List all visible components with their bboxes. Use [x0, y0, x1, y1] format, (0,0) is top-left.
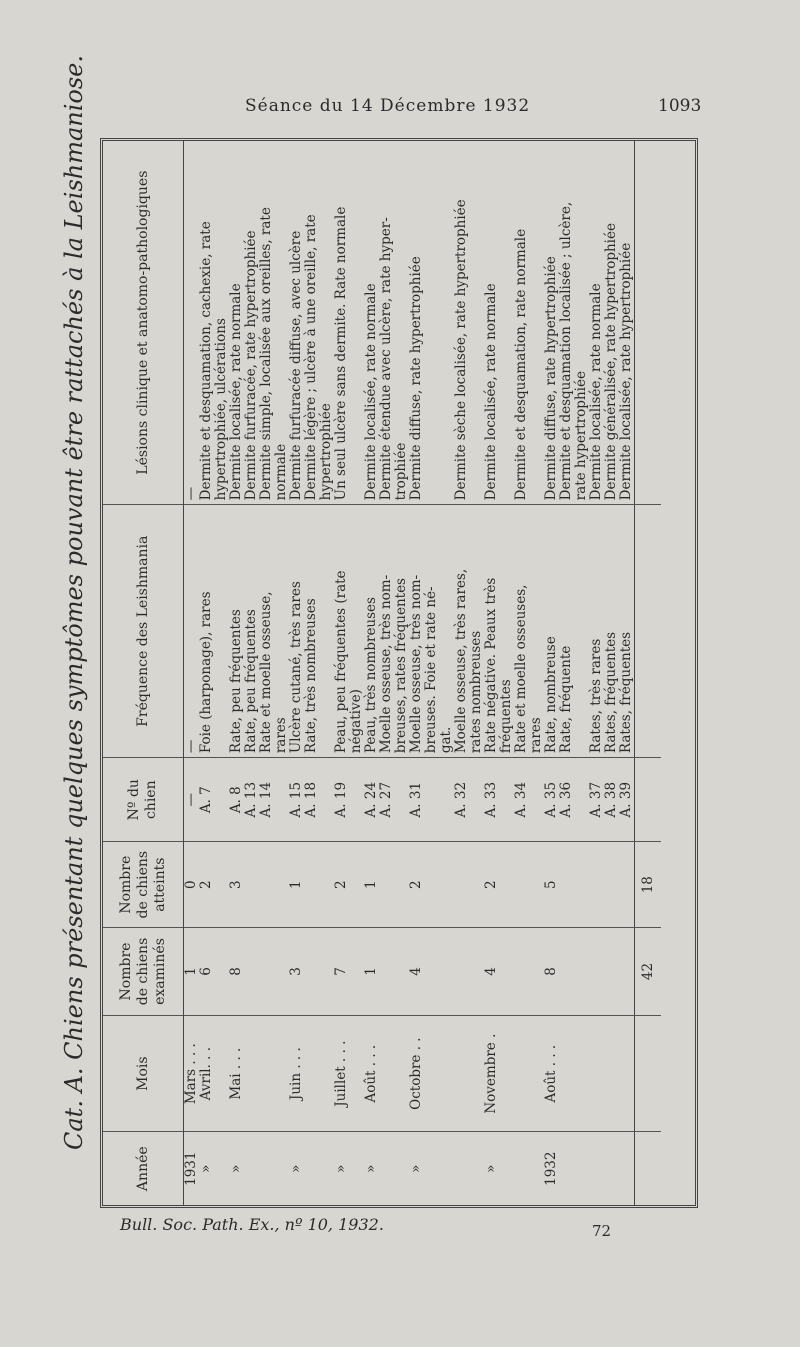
cell-atteints: 2 — [409, 842, 424, 928]
table-row — [454, 141, 469, 1205]
cell-frequence: Foie (harponage), rares — [199, 505, 214, 758]
page-number: 1093 — [658, 96, 702, 116]
cell-frequence: rares — [529, 505, 544, 758]
cell-atteints — [514, 842, 529, 928]
cell-numero: A. 7 — [199, 758, 214, 842]
table-row — [199, 141, 214, 1205]
leishmaniose-table — [103, 141, 661, 1205]
cell-mois — [619, 1015, 635, 1132]
cell-frequence: gat. — [439, 505, 454, 758]
citation: Bull. Soc. Path. Ex., nº 10, 1932. — [120, 1215, 384, 1234]
table-row — [544, 141, 559, 1205]
cell-mois: Août . . . — [544, 1015, 559, 1132]
cell-mois — [529, 1015, 544, 1132]
cell-atteints: 2 — [334, 842, 349, 928]
cell-frequence: Rate, peu fréquentes — [244, 505, 259, 758]
cell-mois — [214, 1015, 229, 1132]
cell-atteints — [559, 842, 574, 928]
cell-annee — [604, 1132, 619, 1205]
cell-lesions: Dermite et desquamation localisée ; ulcère, — [559, 141, 574, 505]
cell-examines — [619, 928, 635, 1016]
cell-examines — [379, 928, 394, 1016]
cell-annee: 1931 — [183, 1151, 199, 1186]
cell-annee — [259, 1132, 274, 1205]
cell-annee — [559, 1132, 574, 1205]
table-row — [424, 141, 439, 1205]
cell-frequence: Rates, très rares — [589, 505, 604, 758]
cell-atteints — [394, 842, 409, 928]
cell-atteints — [244, 842, 259, 928]
cell-examines — [214, 928, 229, 1016]
cell-atteints: 1 — [364, 842, 379, 928]
cell-examines: 4 — [484, 928, 499, 1016]
cell-examines — [589, 928, 604, 1016]
cell-frequence: Rate, peu fréquentes — [229, 505, 244, 758]
cell-annee — [424, 1132, 439, 1205]
cell-examines — [454, 928, 469, 1016]
table-row — [604, 141, 619, 1205]
cell-atteints: 2 — [199, 842, 214, 928]
cell-atteints — [619, 842, 635, 928]
cell-atteints — [499, 842, 514, 928]
cell-numero: A. 37 — [589, 758, 604, 842]
cell-mois — [469, 1015, 484, 1132]
cell-annee — [574, 1132, 589, 1205]
table-row — [289, 141, 304, 1205]
table-row — [319, 141, 334, 1205]
cell-lesions — [499, 141, 514, 505]
cell-atteints — [439, 842, 454, 928]
cell-lesions — [424, 141, 439, 505]
total-examined: 42 — [635, 928, 662, 1016]
cell-atteints: 3 — [229, 842, 244, 928]
cell-numero: A. 38 — [604, 758, 619, 842]
cell-frequence: Peau, peu fréquentes (rate — [334, 505, 349, 758]
cell-examines — [259, 928, 274, 1016]
cell-frequence: Rate, nombreuse — [544, 505, 559, 758]
col-examines: Nombre de chiens examinés — [103, 928, 184, 1016]
col-lesions: Lésions clinique et anatomo-pathologiques — [103, 141, 184, 505]
cell-examines: 8 — [544, 928, 559, 1016]
cell-examines: 3 — [289, 928, 304, 1016]
cell-mois — [604, 1015, 619, 1132]
signature-mark: 72 — [592, 1222, 612, 1240]
cell-numero: A. 35 — [544, 758, 559, 842]
cell-numero — [349, 758, 364, 842]
cell-atteints — [469, 842, 484, 928]
cell-annee: 1932 — [543, 1151, 559, 1186]
cell-frequence: rates nombreuses — [469, 505, 484, 758]
table-row — [184, 141, 200, 1205]
cell-atteints — [259, 842, 274, 928]
cell-atteints — [214, 842, 229, 928]
cell-atteints — [529, 842, 544, 928]
cell-frequence: Rates, fréquentes — [619, 505, 635, 758]
cell-mois — [304, 1015, 319, 1132]
table-row — [484, 141, 499, 1205]
table-row — [574, 141, 589, 1205]
cell-atteints — [574, 842, 589, 928]
cell-mois — [349, 1015, 364, 1132]
cell-numero: A. 27 — [379, 758, 394, 842]
cell-atteints — [604, 842, 619, 928]
table-title: Cat. A. Chiens présentant quelques symptômes pouvant être rattachés à la Leishmaniose. — [60, 54, 88, 1150]
running-header — [0, 96, 800, 126]
table-row — [619, 141, 635, 1205]
cell-atteints — [424, 842, 439, 928]
cell-examines — [529, 928, 544, 1016]
cell-lesions: Dermite simple, localisée aux oreilles, rate — [259, 141, 274, 505]
cell-frequence: fréquentes — [499, 505, 514, 758]
cell-examines — [424, 928, 439, 1016]
totals-row — [635, 141, 662, 1205]
cell-mois: Novembre . — [484, 1015, 499, 1132]
cell-examines — [574, 928, 589, 1016]
cell-mois — [454, 1015, 469, 1132]
cell-examines — [514, 928, 529, 1016]
cell-numero — [499, 758, 514, 842]
cell-lesions: Dermite diffuse, rate hypertrophiée — [409, 141, 424, 505]
rotated-table — [103, 141, 695, 1205]
header-title: Séance du 14 Décembre 1932 — [245, 96, 531, 116]
cell-lesions — [469, 141, 484, 505]
table-row — [409, 141, 424, 1205]
cell-annee — [319, 1132, 334, 1205]
table-row — [229, 141, 244, 1205]
cell-mois — [574, 1015, 589, 1132]
cell-atteints — [304, 842, 319, 928]
table-row — [214, 141, 229, 1205]
cell-lesions: Dermite furfuracée diffuse, avec ulcère — [289, 141, 304, 505]
cell-mois: Juillet . . . — [334, 1015, 349, 1132]
table-row — [394, 141, 409, 1205]
cell-lesions: Dermite étendue avec ulcère, rate hyper- — [379, 141, 394, 505]
cell-frequence: Moelle osseuse, très nom- — [409, 505, 424, 758]
cell-examines: 1 — [364, 928, 379, 1016]
cell-frequence: Rate et moelle osseuses, — [514, 505, 529, 758]
cell-lesions: Dermite localisée, rate hypertrophiée — [619, 141, 635, 505]
cell-numero: A. 19 — [334, 758, 349, 842]
table-row — [514, 141, 529, 1205]
cell-annee — [244, 1132, 259, 1205]
cell-lesions: Un seul ulcère sans dermite. Rate normale — [334, 141, 349, 505]
cell-numero: A. 14 — [259, 758, 274, 842]
table-row — [364, 141, 379, 1205]
cell-mois — [499, 1015, 514, 1132]
table-row — [244, 141, 259, 1205]
cell-atteints: 1 — [289, 842, 304, 928]
cell-mois — [259, 1015, 274, 1132]
cell-numero: A. 24 — [364, 758, 379, 842]
cell-frequence: Rates, fréquentes — [604, 505, 619, 758]
cell-lesions: Dermite généralisée, rate hypertrophiée — [604, 141, 619, 505]
cell-atteints — [349, 842, 364, 928]
cell-mois — [424, 1015, 439, 1132]
cell-atteints — [454, 842, 469, 928]
cell-lesions: hypertrophiée — [319, 141, 334, 505]
cell-annee — [439, 1132, 454, 1205]
cell-frequence: rares — [274, 505, 289, 758]
table-row — [589, 141, 604, 1205]
cell-numero — [574, 758, 589, 842]
table-row — [304, 141, 319, 1205]
cell-numero: A. 13 — [244, 758, 259, 842]
cell-frequence — [214, 505, 229, 758]
cell-mois — [394, 1015, 409, 1132]
cell-lesions: Dermite et desquamation, cachexie, rate — [199, 141, 214, 505]
cell-mois — [379, 1015, 394, 1132]
cell-examines — [559, 928, 574, 1016]
cell-examines — [319, 928, 334, 1016]
cell-numero: A. 18 — [304, 758, 319, 842]
cell-examines — [499, 928, 514, 1016]
cell-examines — [439, 928, 454, 1016]
cell-frequence — [319, 505, 334, 758]
cell-frequence: négative) — [349, 505, 364, 758]
cell-frequence — [574, 505, 589, 758]
table-row — [259, 141, 274, 1205]
cell-numero: A. 34 — [514, 758, 529, 842]
cell-mois: Avril. . . — [199, 1015, 214, 1132]
cell-annee: » — [483, 1164, 499, 1173]
cell-lesions — [349, 141, 364, 505]
cell-numero: A. 31 — [409, 758, 424, 842]
cell-annee — [529, 1132, 544, 1205]
cell-annee — [214, 1132, 229, 1205]
cell-mois — [439, 1015, 454, 1132]
cell-annee: » — [228, 1164, 244, 1173]
cell-mois: Juin . . . — [289, 1015, 304, 1132]
cell-annee — [499, 1132, 514, 1205]
cell-mois: Octobre . . — [409, 1015, 424, 1132]
table-body — [184, 141, 635, 1205]
cell-annee: » — [408, 1164, 424, 1173]
table-row — [559, 141, 574, 1205]
cell-mois — [244, 1015, 259, 1132]
cell-numero: A. 8 — [229, 758, 244, 842]
cell-numero — [529, 758, 544, 842]
cell-annee: » — [333, 1164, 349, 1173]
cell-frequence: Rate et moelle osseuse, — [259, 505, 274, 758]
cell-examines: 6 — [199, 928, 214, 1016]
cell-mois: Mai . . . — [229, 1015, 244, 1132]
cell-annee — [274, 1132, 289, 1205]
cell-atteints — [319, 842, 334, 928]
total-affected: 18 — [635, 842, 662, 928]
cell-lesions: Dermite et desquamation, rate normale — [514, 141, 529, 505]
cell-examines — [604, 928, 619, 1016]
cell-lesions: Dermite localisée, rate normale — [589, 141, 604, 505]
cell-annee — [394, 1132, 409, 1205]
cell-examines — [349, 928, 364, 1016]
cell-frequence: Rate, très nombreuses — [304, 505, 319, 758]
cell-numero — [214, 758, 229, 842]
cell-frequence: — — [184, 505, 200, 758]
cell-annee: » — [288, 1164, 304, 1173]
cell-numero: A. 39 — [619, 758, 635, 842]
cell-annee — [454, 1132, 469, 1205]
cell-numero: A. 33 — [484, 758, 499, 842]
cell-numero: — — [184, 758, 200, 842]
cell-examines: 4 — [409, 928, 424, 1016]
table-row — [529, 141, 544, 1205]
cell-lesions: Dermite diffuse, rate hypertrophiée — [544, 141, 559, 505]
cell-annee: » — [198, 1164, 214, 1173]
cell-frequence: breuses. Foie et rate né- — [424, 505, 439, 758]
table-row — [499, 141, 514, 1205]
cell-lesions — [529, 141, 544, 505]
cell-annee — [304, 1132, 319, 1205]
cell-numero — [469, 758, 484, 842]
cell-mois — [514, 1015, 529, 1132]
cell-frequence: Moelle osseuse, très rares, — [454, 505, 469, 758]
cell-lesions — [439, 141, 454, 505]
cell-annee: » — [363, 1164, 379, 1173]
cell-mois — [319, 1015, 334, 1132]
cell-examines — [304, 928, 319, 1016]
cell-atteints: 5 — [544, 842, 559, 928]
table-row — [334, 141, 349, 1205]
cell-lesions: — — [184, 141, 200, 505]
cell-lesions: Dermite localisée, rate normale — [364, 141, 379, 505]
cell-numero — [274, 758, 289, 842]
cell-atteints — [274, 842, 289, 928]
cell-numero — [424, 758, 439, 842]
cell-examines: 8 — [229, 928, 244, 1016]
cell-lesions: Dermite localisée, rate normale — [484, 141, 499, 505]
cell-lesions: hypertrophiée, ulcérations — [214, 141, 229, 505]
cell-mois: Août . . . — [364, 1015, 379, 1132]
cell-atteints: 2 — [484, 842, 499, 928]
cell-mois: Mars . . . — [184, 1015, 200, 1132]
cell-mois — [559, 1015, 574, 1132]
cell-frequence: breuses, rates fréquentes — [394, 505, 409, 758]
cell-annee — [349, 1132, 364, 1205]
cell-atteints — [589, 842, 604, 928]
cell-lesions: Dermite furfuracée, rate hypertrophiée — [244, 141, 259, 505]
col-atteints: Nombre de chiens atteints — [103, 842, 184, 928]
cell-lesions: Dermite légère ; ulcère à une oreille, rate — [304, 141, 319, 505]
cell-frequence: Moelle osseuse, très nom- — [379, 505, 394, 758]
cell-numero: A. 36 — [559, 758, 574, 842]
cell-numero — [439, 758, 454, 842]
cell-examines — [244, 928, 259, 1016]
cell-lesions: trophiée — [394, 141, 409, 505]
cell-examines — [394, 928, 409, 1016]
cell-lesions: Dermite sèche localisée, rate hypertrophiée — [454, 141, 469, 505]
col-mois: Mois — [103, 1015, 184, 1132]
table-row — [439, 141, 454, 1205]
table-header-row — [103, 141, 184, 1205]
col-frequence: Fréquence des Leishmania — [103, 505, 184, 758]
cell-lesions: rate hypertrophiée — [574, 141, 589, 505]
cell-numero — [394, 758, 409, 842]
cell-lesions: Dermite localisée, rate normale — [229, 141, 244, 505]
table-row — [469, 141, 484, 1205]
cell-annee — [514, 1132, 529, 1205]
cell-examines — [274, 928, 289, 1016]
cell-numero: A. 15 — [289, 758, 304, 842]
cell-lesions: normale — [274, 141, 289, 505]
cell-annee — [379, 1132, 394, 1205]
cell-frequence: Rate négative. Peaux très — [484, 505, 499, 758]
table-row — [274, 141, 289, 1205]
cell-frequence: Rate, fréquente — [559, 505, 574, 758]
cell-mois — [589, 1015, 604, 1132]
cell-annee — [619, 1132, 635, 1205]
cell-annee — [469, 1132, 484, 1205]
col-numero: Nº du chien — [103, 758, 184, 842]
cell-frequence: Peau, très nombreuses — [364, 505, 379, 758]
col-annee: Année — [103, 1132, 184, 1205]
table-row — [349, 141, 364, 1205]
cell-atteints — [379, 842, 394, 928]
cell-mois — [274, 1015, 289, 1132]
cell-atteints: 0 — [184, 842, 200, 928]
table-row — [379, 141, 394, 1205]
cell-frequence: Ulcère cutané, très rares — [289, 505, 304, 758]
cell-annee — [589, 1132, 604, 1205]
cell-examines: 1 — [184, 928, 200, 1016]
cell-examines: 7 — [334, 928, 349, 1016]
cell-numero — [319, 758, 334, 842]
cell-numero: A. 32 — [454, 758, 469, 842]
cell-examines — [469, 928, 484, 1016]
